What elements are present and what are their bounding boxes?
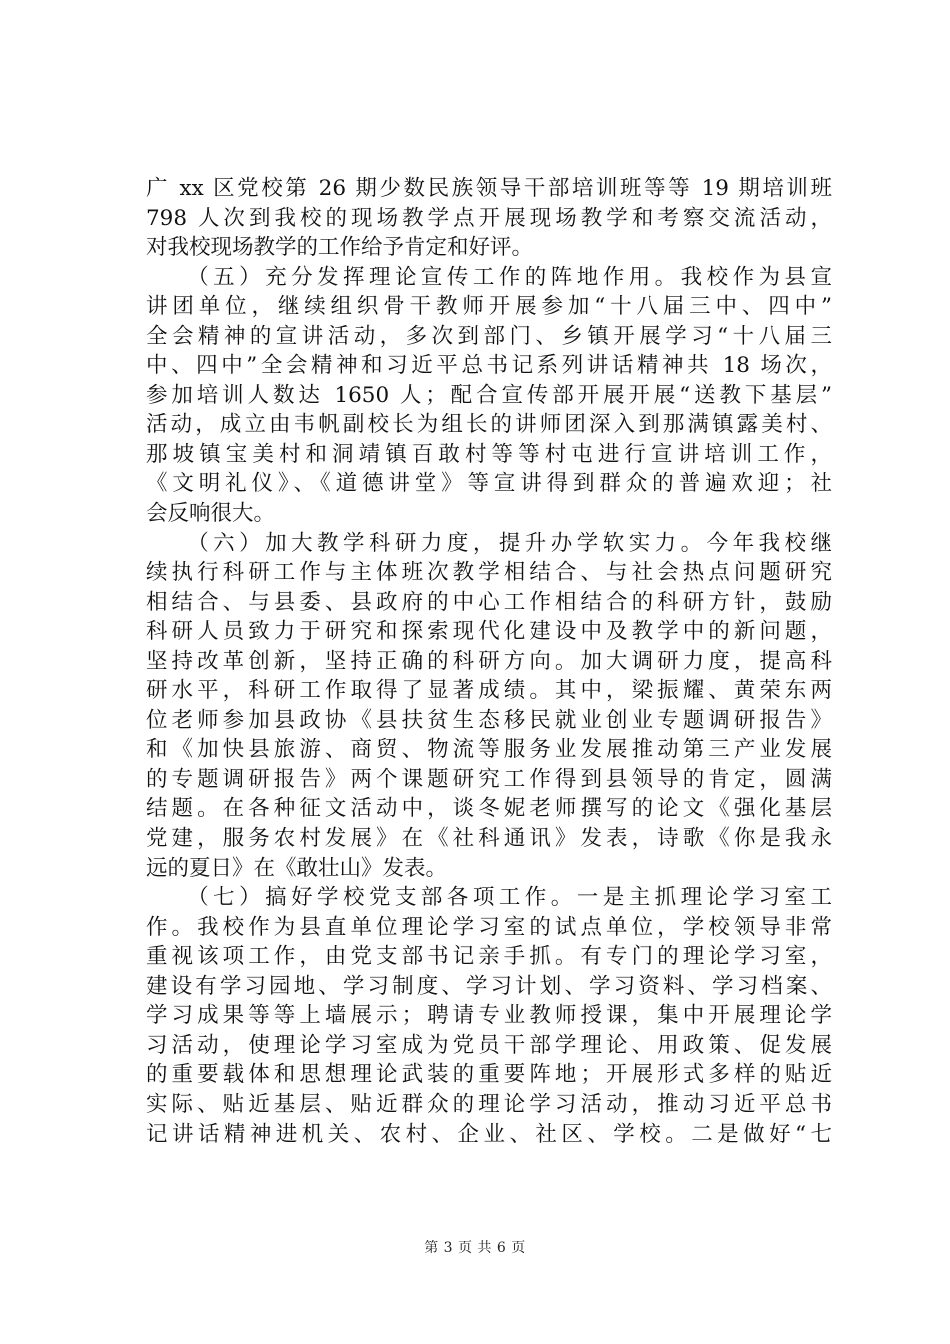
text-line: 研水平，科研工作取得了显著成绩。其中，梁振耀、黄荣东两 [146, 678, 832, 704]
text-line: 作。我校作为县直单位理论学习室的试点单位，学校领导非常 [146, 914, 832, 940]
text-line: 习活动，使理论学习室成为党员干部学理论、用政策、促发展 [146, 1032, 832, 1058]
text-line: 重视该项工作，由党支部书记亲手抓。有专门的理论学习室， [146, 944, 832, 970]
document-body [146, 174, 832, 1149]
text-line: 活动，成立由韦帆副校长为组长的讲师团深入到那满镇露美村、 [146, 412, 832, 438]
text-line: （七）搞好学校党支部各项工作。一是主抓理论学习室工 [146, 885, 832, 911]
text-line: 全会精神的宣讲活动，多次到部门、乡镇开展学习“十八届三 [146, 323, 832, 349]
text-line: 党建，服务农村发展》在《社科通讯》发表，诗歌《你是我永 [146, 826, 832, 852]
text-line: 广 xx 区党校第 26 期少数民族领导干部培训班等等 19 期培训班 [146, 176, 832, 201]
text-line: 中、四中”全会精神和习近平总书记系列讲话精神共 18 场次， [146, 353, 832, 379]
text-line: 记讲话精神进机关、农村、企业、社区、学校。二是做好“七 [146, 1121, 832, 1147]
text-line: 远的夏日》在《敢壮山》发表。 [146, 855, 448, 881]
page-footer: 第 3 页 共 6 页 [424, 1240, 526, 1256]
text-line: 续执行科研工作与主体班次教学相结合、与社会热点问题研究 [146, 560, 832, 586]
text-line: 798 人次到我校的现场教学点开展现场教学和考察交流活动， [146, 205, 832, 231]
text-line: （六）加大教学科研力度，提升办学软实力。今年我校继 [146, 530, 832, 556]
text-line: （五）充分发挥理论宣传工作的阵地作用。我校作为县宣 [146, 264, 832, 290]
text-line: 讲团单位，继续组织骨干教师开展参加“十八届三中、四中” [146, 294, 832, 320]
text-line: 参加培训人数达 1650 人；配合宣传部开展开展“送教下基层” [146, 382, 832, 408]
text-line: 建设有学习园地、学习制度、学习计划、学习资料、学习档案、 [146, 973, 832, 999]
text-line: 《文明礼仪》、《道德讲堂》等宣讲得到群众的普遍欢迎；社 [146, 471, 832, 497]
text-line: 位老师参加县政协《县扶贫生态移民就业创业专题调研报告》 [146, 707, 832, 733]
text-line: 对我校现场教学的工作给予肯定和好评。 [146, 235, 534, 261]
text-line: 坚持改革创新，坚持正确的科研方向。加大调研力度，提高科 [146, 648, 832, 674]
text-line: 的专题调研报告》两个课题研究工作得到县领导的肯定，圆满 [146, 766, 832, 792]
text-line: 实际、贴近基层、贴近群众的理论学习活动，推动习近平总书 [146, 1091, 832, 1117]
text-line: 相结合、与县委、县政府的中心工作相结合的科研方针，鼓励 [146, 589, 832, 615]
text-line: 科研人员致力于研究和探索现代化建设中及教学中的新问题， [146, 619, 832, 645]
text-line: 和《加快县旅游、商贸、物流等服务业发展推动第三产业发展 [146, 737, 832, 763]
text-line: 会反响很大。 [146, 501, 276, 527]
text-line: 结题。在各种征文活动中，谈冬妮老师撰写的论文《强化基层 [146, 796, 832, 822]
text-line: 的重要载体和思想理论武装的重要阵地；开展形式多样的贴近 [146, 1062, 832, 1088]
text-line: 那坡镇宝美村和洞靖镇百敢村等等村屯进行宣讲培训工作， [146, 441, 832, 467]
text-line: 学习成果等等上墙展示；聘请专业教师授课，集中开展理论学 [146, 1003, 832, 1029]
